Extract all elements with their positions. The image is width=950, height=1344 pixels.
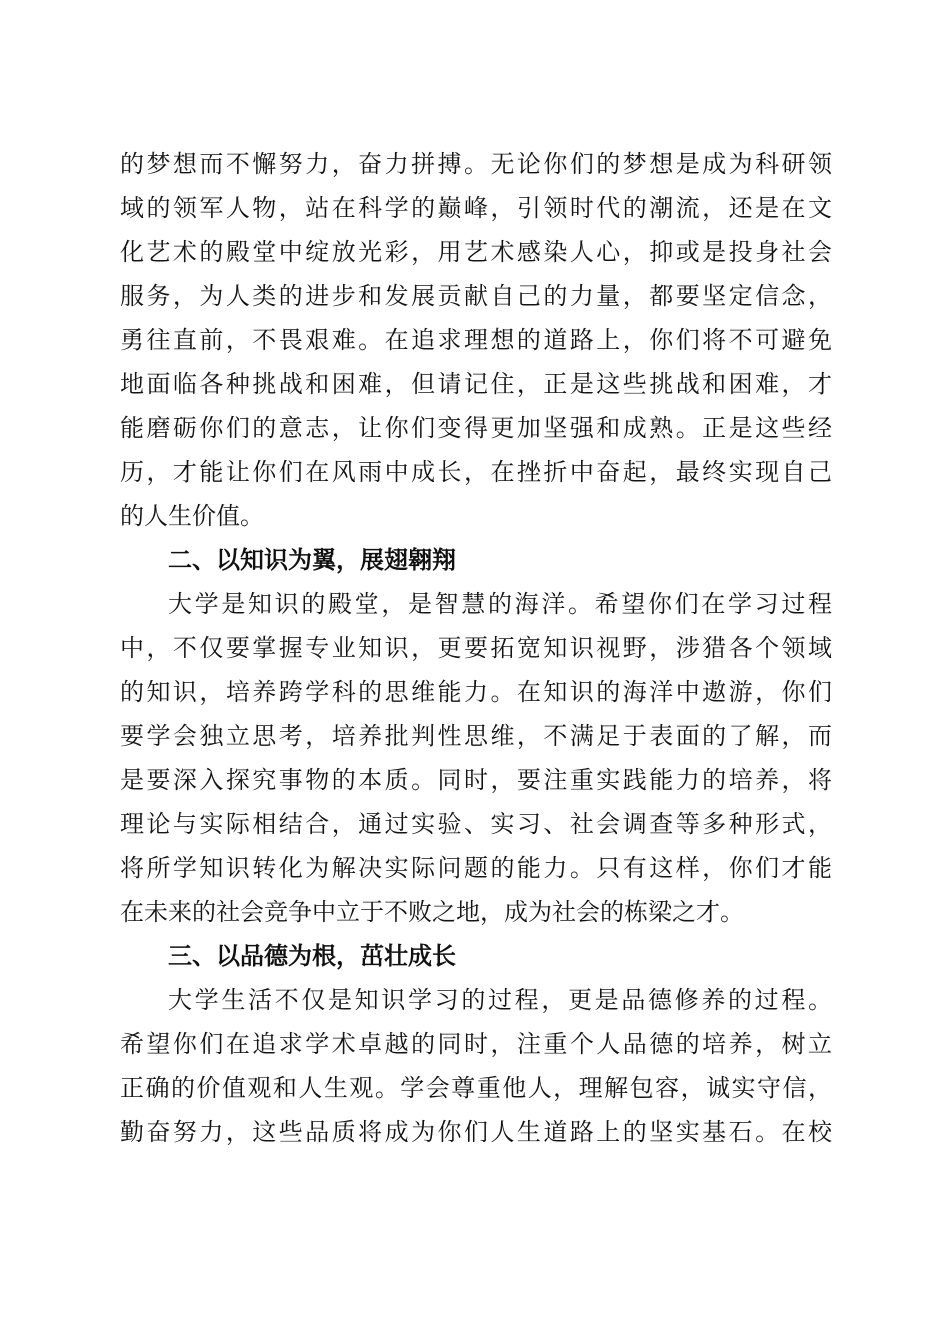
text-line: 服务，为人类的进步和发展贡献自己的力量，都要坚定信念， [120, 282, 832, 310]
text-line: 是要深入探究事物的本质。同时，要注重实践能力的培养，将 [120, 766, 832, 794]
text-line: 希望你们在追求学术卓越的同时，注重个人品德的培养，树立 [120, 1030, 832, 1058]
text-line: 的梦想而不懈努力，奋力拼搏。无论你们的梦想是成为科研领 [120, 150, 832, 178]
text-line: 能磨砺你们的意志，让你们变得更加坚强和成熟。正是这些经 [120, 414, 832, 442]
paragraph-character [120, 978, 832, 1154]
text-line: 中，不仅要掌握专业知识，更要拓宽知识视野，涉猎各个领域 [120, 634, 832, 662]
text-line: 的知识，培养跨学科的思维能力。在知识的海洋中遨游，你们 [120, 678, 832, 706]
paragraph-knowledge [120, 582, 832, 934]
text-line: 域的领军人物，站在科学的巅峰，引领时代的潮流，还是在文 [120, 194, 832, 222]
text-line: 勤奋努力，这些品质将成为你们人生道路上的坚实基石。在校 [120, 1118, 832, 1146]
text-line: 要学会独立思考，培养批判性思维，不满足于表面的了解，而 [120, 722, 832, 750]
paragraph-continued [120, 142, 832, 538]
text-line-first: 大学生活不仅是知识学习的过程，更是品德修养的过程。 [168, 986, 832, 1014]
text-line: 正确的价值观和人生观。学会尊重他人，理解包容，诚实守信， [120, 1074, 832, 1102]
text-line: 理论与实际相结合，通过实验、实习、社会调查等多种形式， [120, 810, 832, 838]
text-line-last: 的人生价值。 [120, 502, 264, 530]
section-heading-knowledge: 二、以知识为翼，展翅翱翔 [168, 546, 456, 574]
text-line-last: 在未来的社会竞争中立于不败之地，成为社会的栋梁之才。 [120, 898, 744, 926]
document-body [120, 142, 832, 1154]
text-line: 地面临各种挑战和困难，但请记住，正是这些挑战和困难，才 [120, 370, 832, 398]
section-heading-character: 三、以品德为根，茁壮成长 [168, 942, 456, 970]
text-line: 将所学知识转化为解决实际问题的能力。只有这样，你们才能 [120, 854, 832, 882]
text-line: 化艺术的殿堂中绽放光彩，用艺术感染人心，抑或是投身社会 [120, 238, 832, 266]
text-line: 勇往直前，不畏艰难。在追求理想的道路上，你们将不可避免 [120, 326, 832, 354]
text-line: 历，才能让你们在风雨中成长，在挫折中奋起，最终实现自己 [120, 458, 832, 486]
text-line-first: 大学是知识的殿堂，是智慧的海洋。希望你们在学习过程 [168, 590, 832, 618]
